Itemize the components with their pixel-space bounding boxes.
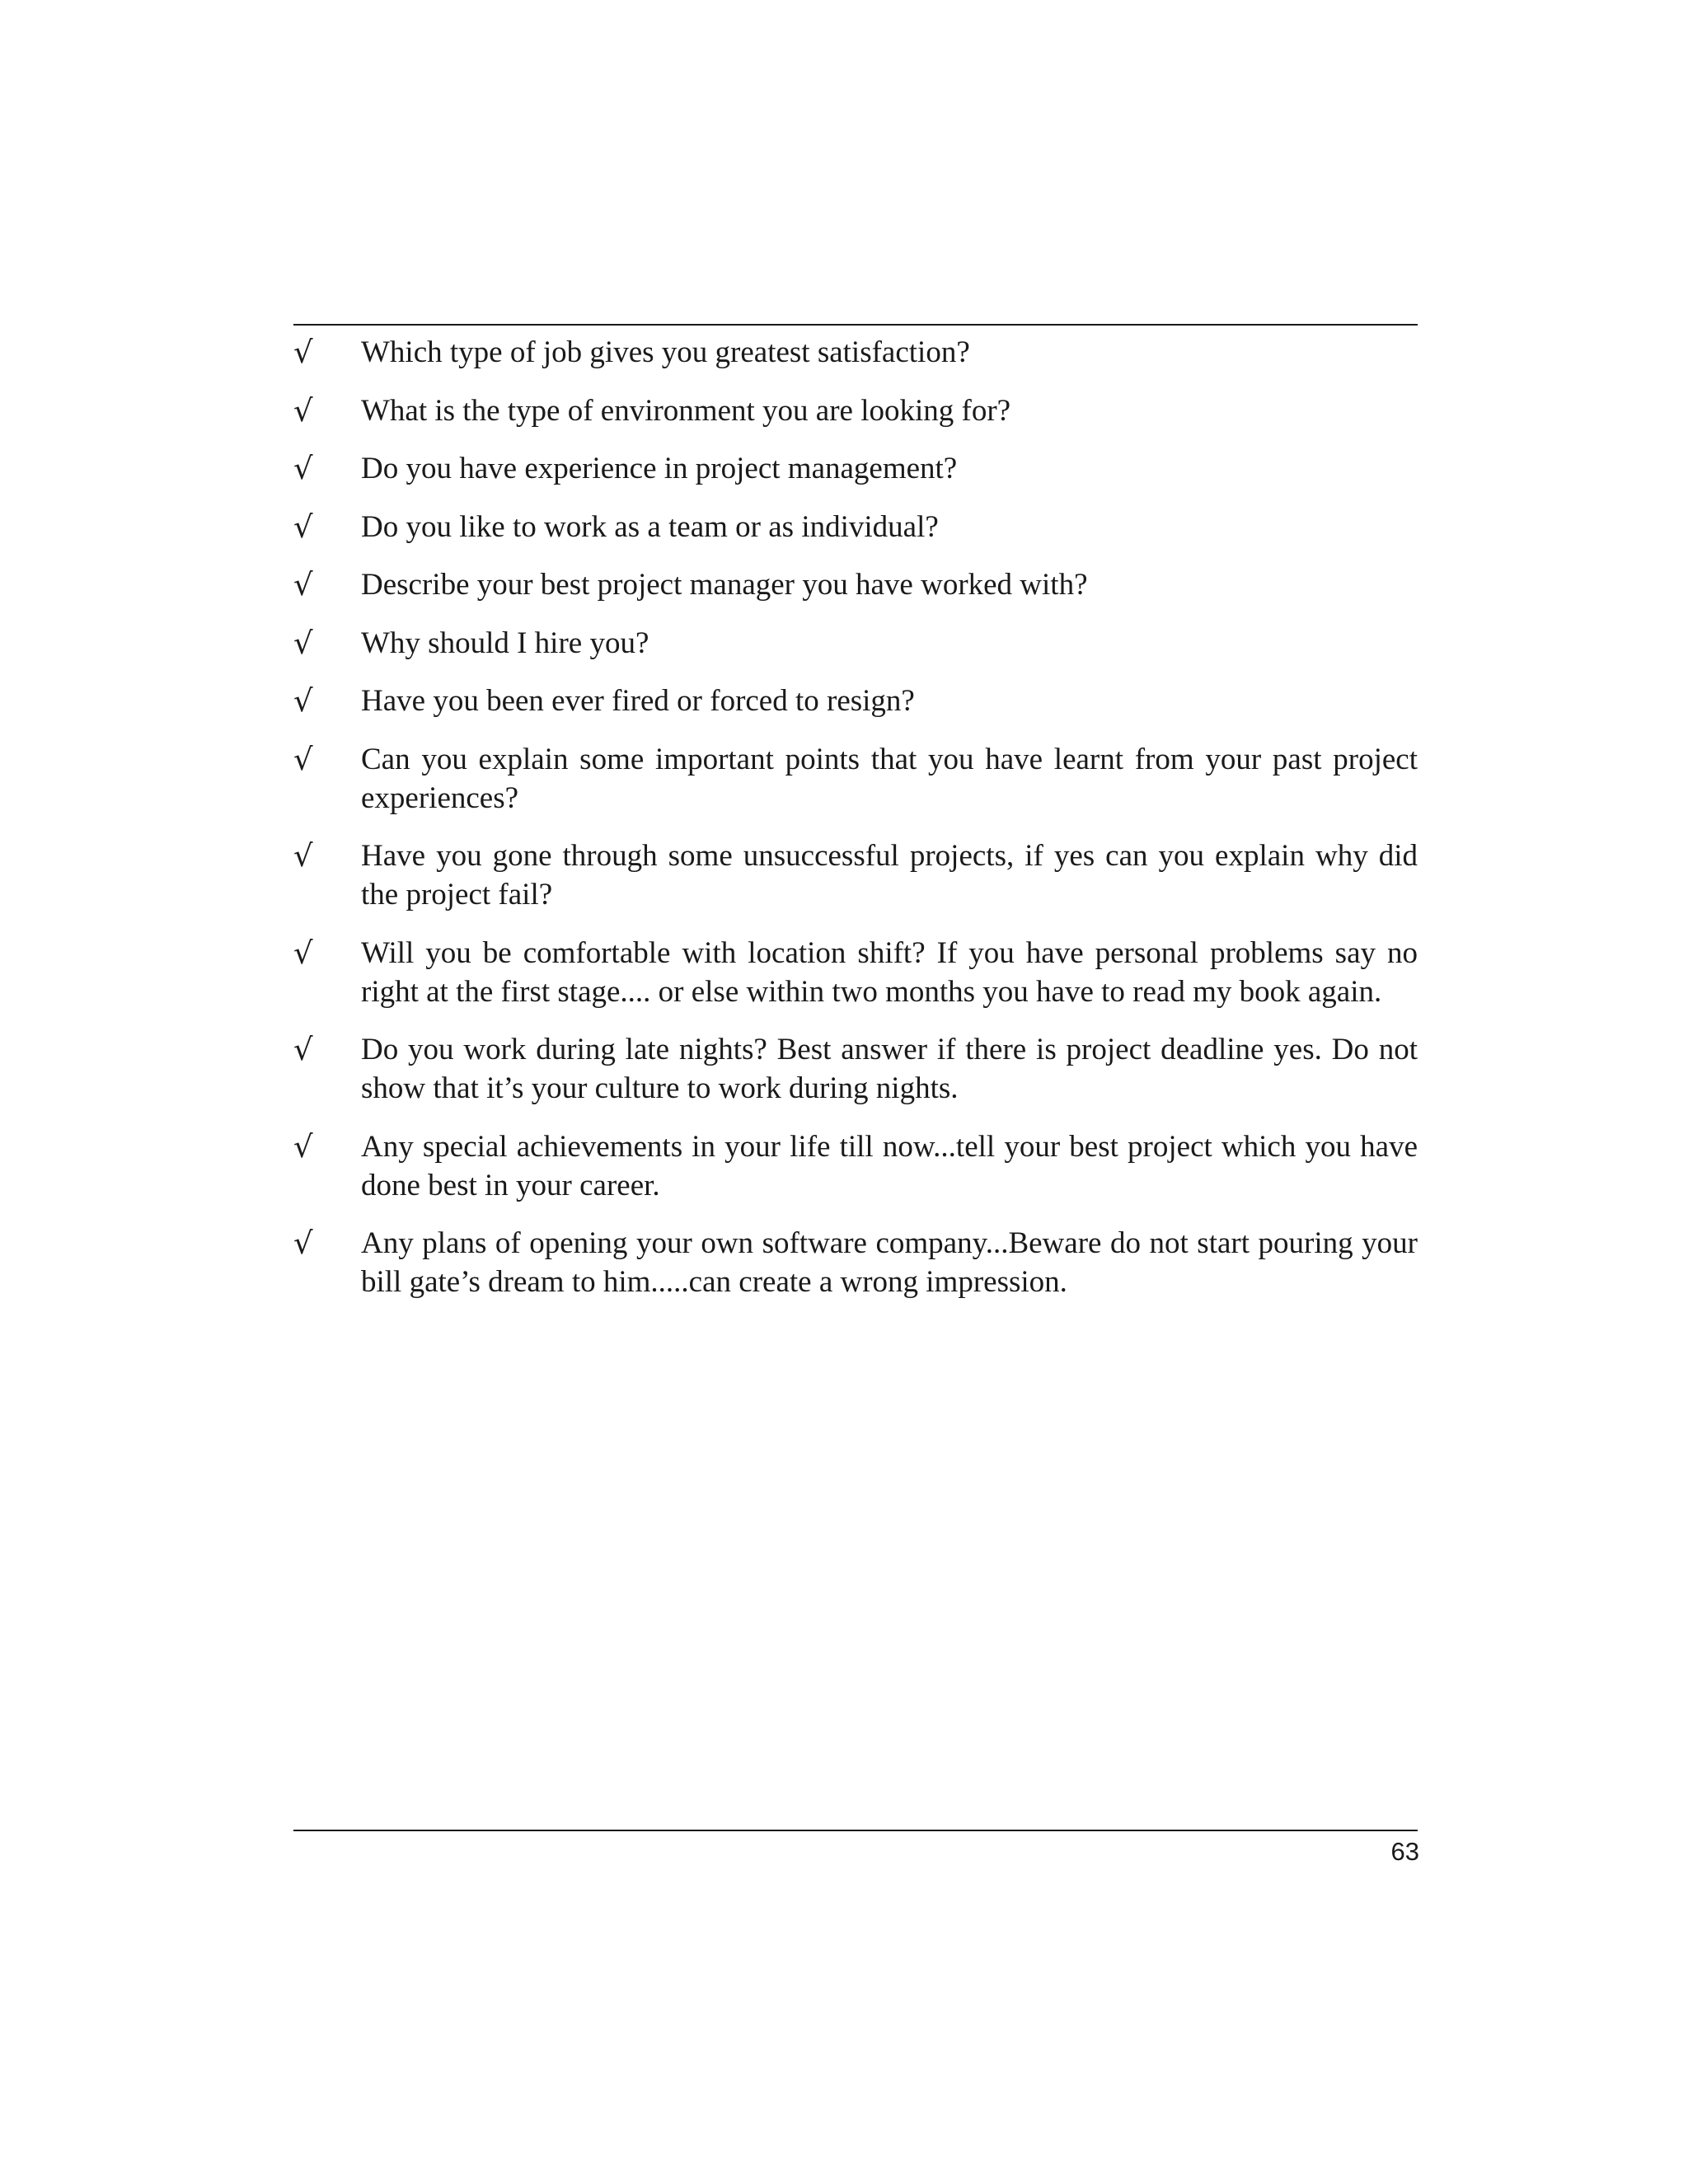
question-text: Any special achievements in your life till now...tell your best project which you have done best in your career. <box>361 1129 1418 1202</box>
checkmark-icon: √ <box>293 1128 313 1165</box>
list-item <box>293 1030 1418 1108</box>
list-item <box>293 508 1418 546</box>
checkmark-icon: √ <box>293 838 313 874</box>
page-number: 63 <box>1390 1837 1419 1866</box>
question-text: Describe your best project manager you have worked with? <box>361 568 1088 602</box>
question-text: Do you have experience in project management? <box>361 452 958 485</box>
list-item <box>293 333 1418 372</box>
list-item <box>293 934 1418 1011</box>
question-list <box>293 333 1418 1321</box>
question-text: Will you be comfortable with location shift? If you have personal problems say no right at the first stage.... or else within two months you have to read my book again. <box>361 935 1418 1009</box>
bottom-rule <box>293 1830 1418 1831</box>
question-text: What is the type of environment you are looking for? <box>361 393 1011 428</box>
question-text: Do you like to work as a team or as individual? <box>361 509 939 544</box>
list-item <box>293 1224 1418 1301</box>
checkmark-icon: √ <box>293 1226 313 1261</box>
question-text: Have you gone through some unsuccessful projects, if yes can you explain why did the project fail? <box>361 839 1418 912</box>
list-item <box>293 740 1418 818</box>
checkmark-icon: √ <box>293 392 313 429</box>
list-item <box>293 1127 1418 1205</box>
checkmark-icon: √ <box>293 683 313 719</box>
checkmark-icon: √ <box>293 567 313 602</box>
checkmark-icon: √ <box>293 451 313 486</box>
checkmark-icon: √ <box>293 335 313 370</box>
question-text: Why should I hire you? <box>361 626 649 660</box>
question-text: Can you explain some important points that you have learnt from your past project experiences? <box>361 742 1418 815</box>
checkmark-icon: √ <box>293 509 313 545</box>
question-text: Do you work during late nights? Best answer if there is project deadline yes. Do not show that it’s your culture to work during nights. <box>361 1033 1418 1105</box>
checkmark-icon: √ <box>293 935 313 971</box>
list-item <box>293 837 1418 914</box>
list-item <box>293 682 1418 720</box>
list-item <box>293 565 1418 604</box>
checkmark-icon: √ <box>293 625 313 661</box>
top-rule <box>293 324 1418 326</box>
question-text: Any plans of opening your own software company...Beware do not start pouring your bill gate’s dream to him.....can create a wrong impression. <box>361 1226 1418 1299</box>
question-text: Which type of job gives you greatest satisfaction? <box>361 335 970 369</box>
list-item <box>293 449 1418 488</box>
list-item <box>293 624 1418 663</box>
question-text: Have you been ever fired or forced to resign? <box>361 684 915 718</box>
checkmark-icon: √ <box>293 1032 313 1067</box>
list-item <box>293 391 1418 430</box>
checkmark-icon: √ <box>293 741 313 777</box>
